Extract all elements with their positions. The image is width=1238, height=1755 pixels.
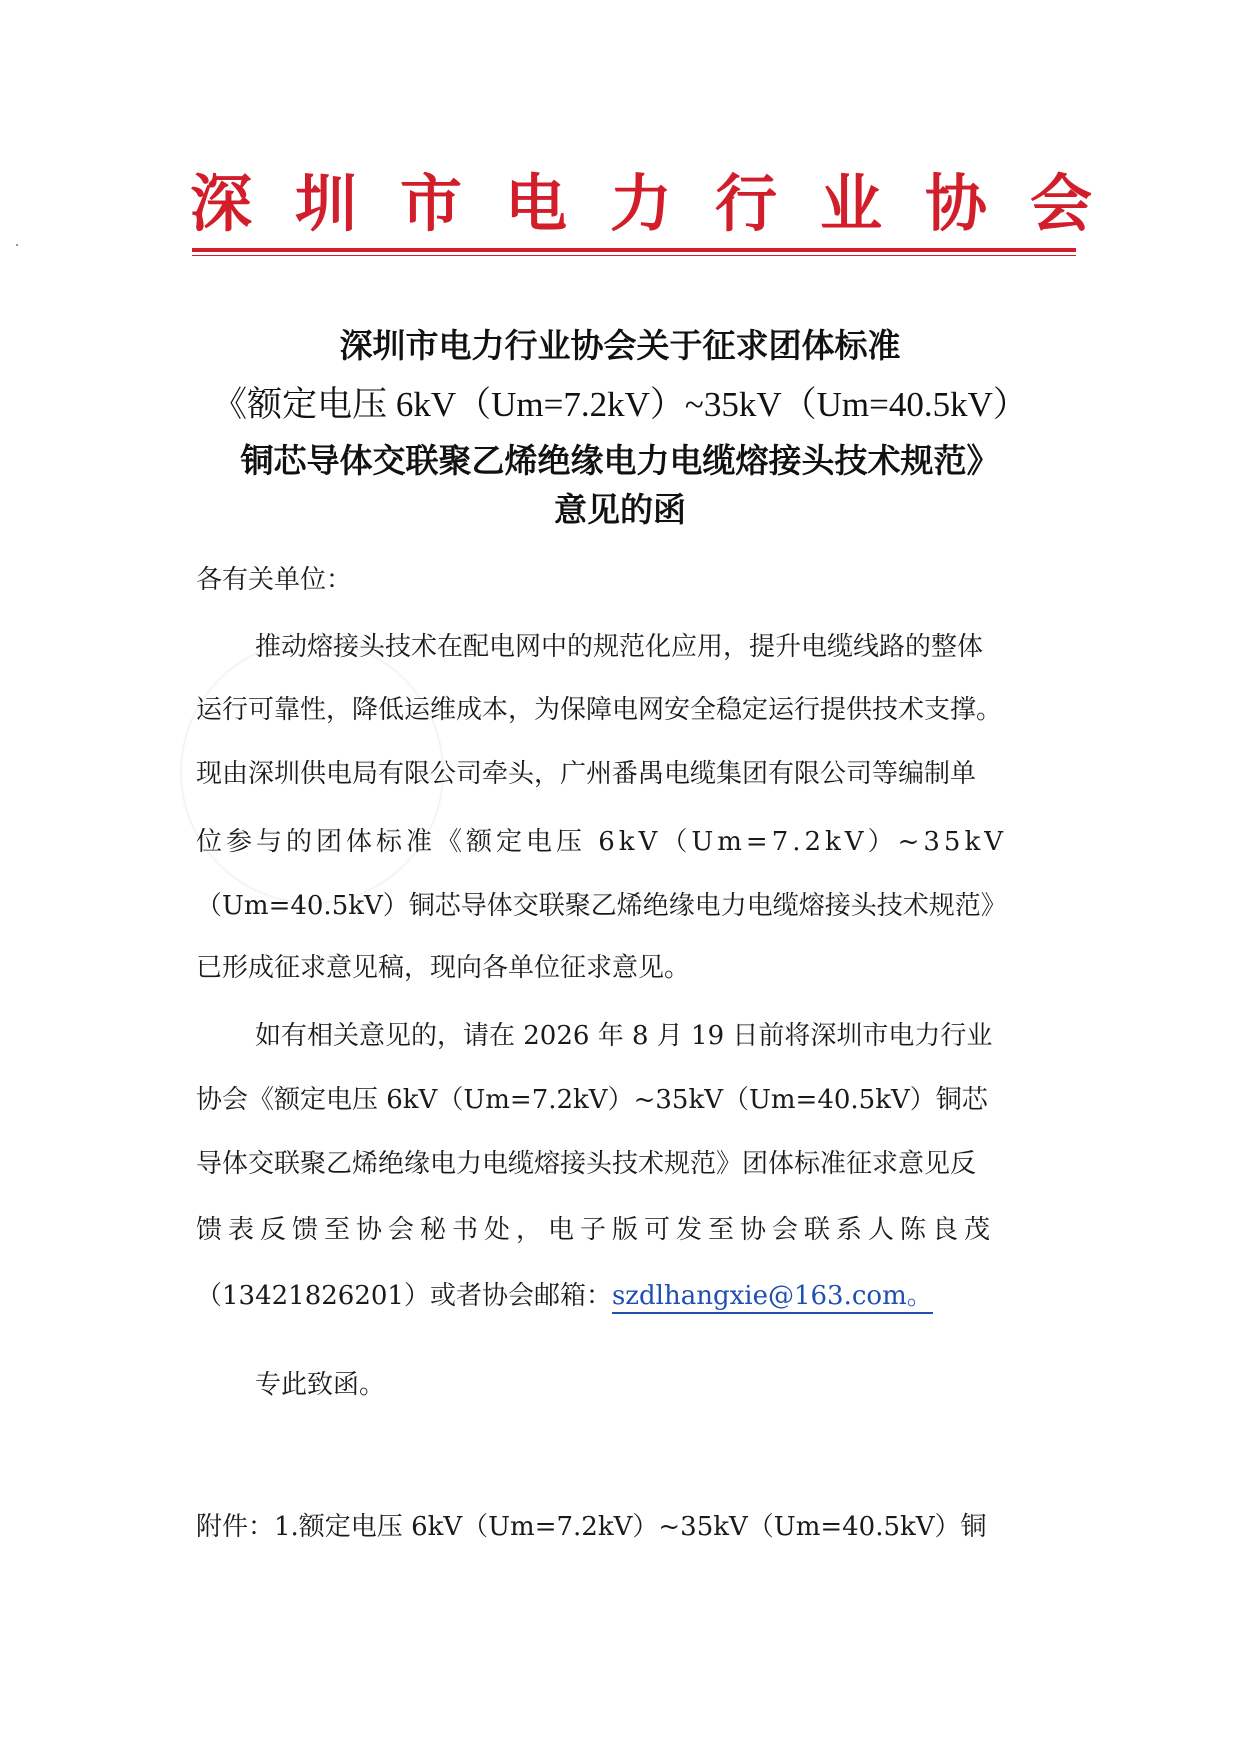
letterhead-rule-thin (192, 255, 1076, 256)
paragraph-1-line: （Um=40.5kV）铜芯导体交联聚乙烯绝缘电力电缆熔接头技术规范》 (196, 891, 1007, 921)
paragraph-2-line: 导体交联聚乙烯绝缘电力电缆熔接头技术规范》团体标准征求意见反 (196, 1149, 977, 1179)
doc-title-line-3: 铜芯导体交联聚乙烯绝缘电力电缆熔接头技术规范》 (240, 441, 1000, 480)
paragraph-2-line: 协会《额定电压 6kV（Um=7.2kV）~35kV（Um=40.5kV）铜芯 (196, 1085, 988, 1115)
paragraph-1-line: 已形成征求意见稿，现向各单位征求意见。 (196, 953, 691, 983)
paragraph-2-line: 馈表反馈至协会秘书处，电子版可发至协会联系人陈良茂 (196, 1215, 997, 1245)
doc-title-line-1: 深圳市电力行业协会关于征求团体标准 (339, 326, 901, 365)
scan-speck (16, 244, 18, 246)
paragraph-1-line: 现由深圳供电局有限公司牵头，广州番禺电缆集团有限公司等编制单 (196, 759, 977, 789)
attachment-line: 附件：1.额定电压 6kV（Um=7.2kV）~35kV（Um=40.5kV）铜 (196, 1512, 987, 1542)
paragraph-2-line: 如有相关意见的，请在 2026 年 8 月 19 日前将深圳市电力行业 (255, 1021, 993, 1051)
letterhead-rule-thick (192, 248, 1076, 252)
paragraph-1-line: 推动熔接头技术在配电网中的规范化应用，提升电缆线路的整体 (255, 632, 984, 662)
contact-phone-text: （13421826201）或者协会邮箱： (196, 1281, 612, 1311)
salutation: 各有关单位： (196, 565, 353, 595)
paragraph-1-line: 位参与的团体标准《额定电压 6kV（Um=7.2kV）~35kV (196, 827, 1007, 857)
closing-text: 专此致函。 (255, 1370, 386, 1400)
contact-line (196, 1279, 933, 1313)
doc-title-line-2: 《额定电压 6kV（Um=7.2kV）~35kV（Um=40.5kV） (212, 385, 1028, 424)
doc-title-line-4: 意见的函 (554, 490, 686, 529)
contact-email-link[interactable]: szdlhangxie@163.com。 (612, 1281, 933, 1314)
paragraph-1-line: 运行可靠性，降低运维成本，为保障电网安全稳定运行提供技术支撑。 (196, 695, 1003, 725)
letterhead-org-name: 深圳市电力行业协会 (190, 167, 1136, 240)
